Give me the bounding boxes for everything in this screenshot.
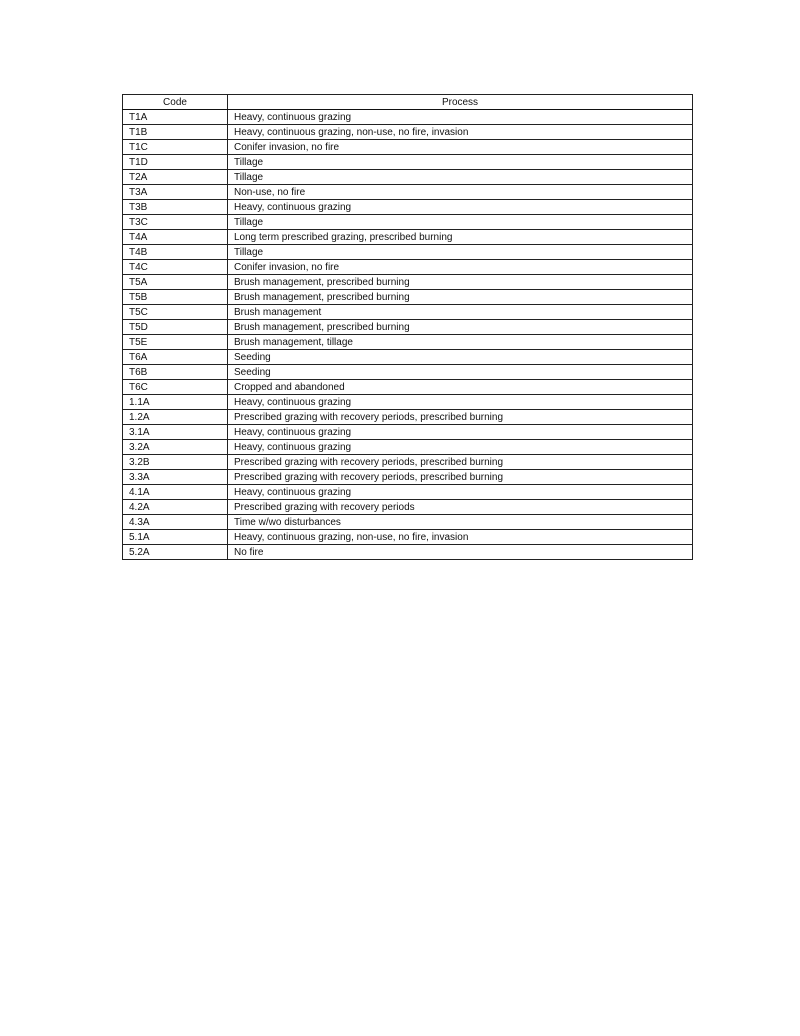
table-row (123, 170, 693, 185)
process-column-header: Process (228, 95, 693, 110)
process-cell: Heavy, continuous grazing (228, 395, 693, 410)
process-cell: Tillage (228, 170, 693, 185)
code-cell: 3.2B (123, 455, 228, 470)
table-row (123, 440, 693, 455)
code-cell: T5E (123, 335, 228, 350)
process-cell: Brush management, prescribed burning (228, 275, 693, 290)
code-cell: 3.3A (123, 470, 228, 485)
code-cell: 4.3A (123, 515, 228, 530)
table-row (123, 365, 693, 380)
table-row (123, 155, 693, 170)
table-row (123, 140, 693, 155)
table-row (123, 395, 693, 410)
process-cell: Brush management, prescribed burning (228, 290, 693, 305)
process-cell: Conifer invasion, no fire (228, 260, 693, 275)
code-cell: 4.2A (123, 500, 228, 515)
process-cell: Tillage (228, 155, 693, 170)
table-header (123, 95, 693, 110)
table-row (123, 515, 693, 530)
process-cell: Prescribed grazing with recovery periods, prescribed burning (228, 410, 693, 425)
process-cell: Non-use, no fire (228, 185, 693, 200)
table-row (123, 545, 693, 560)
code-cell: T4B (123, 245, 228, 260)
code-cell: T5B (123, 290, 228, 305)
code-cell: 5.2A (123, 545, 228, 560)
process-cell: Seeding (228, 365, 693, 380)
code-column-header: Code (123, 95, 228, 110)
code-cell: 4.1A (123, 485, 228, 500)
table-row (123, 290, 693, 305)
code-cell: T3A (123, 185, 228, 200)
process-cell: Brush management, prescribed burning (228, 320, 693, 335)
process-cell: Prescribed grazing with recovery periods, prescribed burning (228, 470, 693, 485)
code-cell: 1.1A (123, 395, 228, 410)
table-row (123, 380, 693, 395)
table-row (123, 470, 693, 485)
table-row (123, 320, 693, 335)
code-cell: T5D (123, 320, 228, 335)
table-row (123, 200, 693, 215)
code-cell: 3.2A (123, 440, 228, 455)
process-cell: Time w/wo disturbances (228, 515, 693, 530)
code-cell: T1A (123, 110, 228, 125)
header-row (123, 95, 693, 110)
table-body (123, 110, 693, 560)
process-cell: Brush management, tillage (228, 335, 693, 350)
process-cell: Conifer invasion, no fire (228, 140, 693, 155)
table-row (123, 260, 693, 275)
code-cell: T1B (123, 125, 228, 140)
process-cell: Heavy, continuous grazing (228, 200, 693, 215)
process-cell: Heavy, continuous grazing, non-use, no fire, invasion (228, 530, 693, 545)
code-cell: 3.1A (123, 425, 228, 440)
process-cell: Heavy, continuous grazing (228, 440, 693, 455)
table-row (123, 245, 693, 260)
process-cell: Heavy, continuous grazing (228, 485, 693, 500)
process-cell: Heavy, continuous grazing (228, 110, 693, 125)
table-row (123, 350, 693, 365)
table-row (123, 305, 693, 320)
process-table (122, 94, 693, 560)
code-cell: T6B (123, 365, 228, 380)
code-cell: T1C (123, 140, 228, 155)
table-row (123, 125, 693, 140)
process-cell: Prescribed grazing with recovery periods, prescribed burning (228, 455, 693, 470)
table-row (123, 530, 693, 545)
code-cell: T4C (123, 260, 228, 275)
code-cell: T4A (123, 230, 228, 245)
table-row (123, 455, 693, 470)
table-row (123, 215, 693, 230)
table-row (123, 335, 693, 350)
code-cell: T1D (123, 155, 228, 170)
code-cell: 1.2A (123, 410, 228, 425)
code-cell: T6A (123, 350, 228, 365)
code-cell: T3C (123, 215, 228, 230)
table-row (123, 275, 693, 290)
table-row (123, 425, 693, 440)
process-cell: Heavy, continuous grazing, non-use, no fire, invasion (228, 125, 693, 140)
code-cell: T5A (123, 275, 228, 290)
process-cell: Cropped and abandoned (228, 380, 693, 395)
process-cell: Brush management (228, 305, 693, 320)
code-cell: T5C (123, 305, 228, 320)
table-row (123, 500, 693, 515)
code-cell: T6C (123, 380, 228, 395)
process-cell: No fire (228, 545, 693, 560)
table-row (123, 485, 693, 500)
table-row (123, 110, 693, 125)
process-cell: Tillage (228, 215, 693, 230)
table-row (123, 185, 693, 200)
process-cell: Long term prescribed grazing, prescribed burning (228, 230, 693, 245)
process-cell: Heavy, continuous grazing (228, 425, 693, 440)
table-row (123, 230, 693, 245)
table-row (123, 410, 693, 425)
code-cell: 5.1A (123, 530, 228, 545)
process-cell: Prescribed grazing with recovery periods (228, 500, 693, 515)
process-cell: Seeding (228, 350, 693, 365)
process-cell: Tillage (228, 245, 693, 260)
code-cell: T2A (123, 170, 228, 185)
code-cell: T3B (123, 200, 228, 215)
